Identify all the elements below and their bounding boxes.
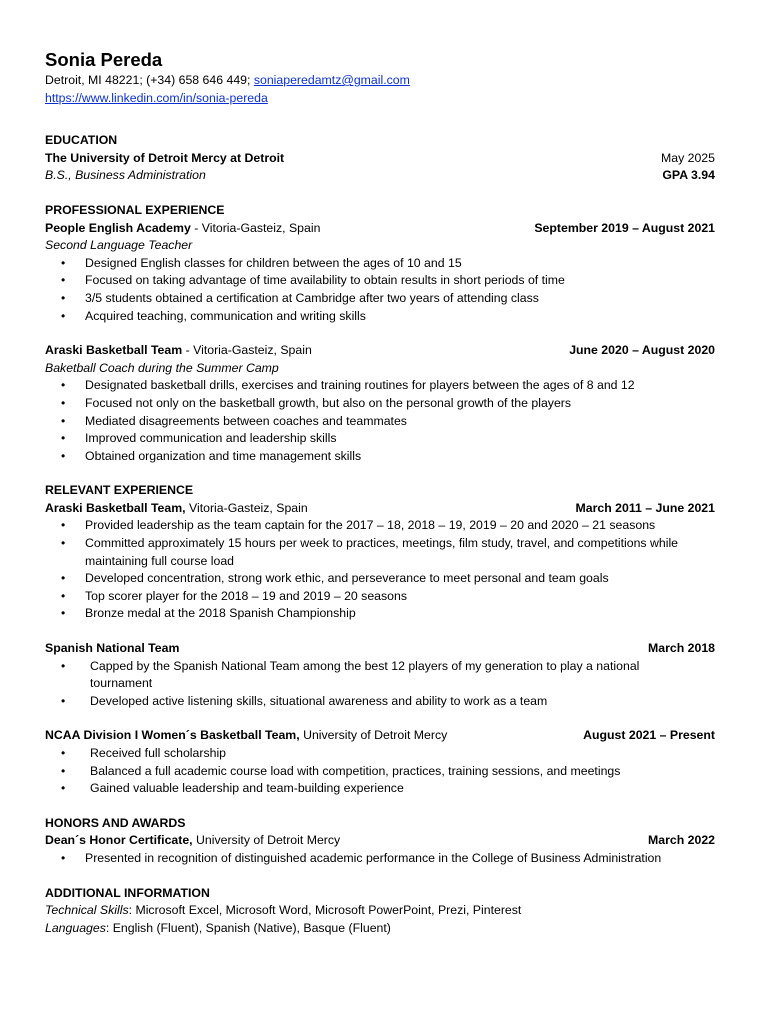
org-name: NCAA Division I Women´s Basketball Team,	[45, 728, 300, 743]
experience-entry	[45, 640, 715, 710]
list-item: • Obtained organization and time management skills	[45, 448, 715, 466]
award-institution: University of Detroit Mercy	[192, 833, 341, 848]
bullet-icon: •	[61, 518, 66, 533]
bullet-list	[45, 255, 715, 325]
org-location: University of Detroit Mercy	[299, 728, 448, 743]
entry-header	[45, 342, 715, 360]
bullet-icon: •	[61, 763, 66, 778]
bullet-icon: •	[61, 588, 66, 603]
bullet-icon: •	[61, 308, 66, 323]
award-name: Dean´s Honor Certificate,	[45, 833, 193, 848]
list-item: • Provided leadership as the team captain for the 2017 – 18, 2018 – 19, 2019 – 20 and 2020 – 21 seasons	[45, 517, 715, 535]
experience-entry	[45, 342, 715, 465]
bullet-icon: •	[61, 431, 66, 446]
technical-skills-value: : Microsoft Excel, Microsoft Word, Microsoft PowerPoint, Prezi, Pinterest	[128, 903, 522, 918]
entry-date: June 2020 – August 2020	[569, 343, 715, 358]
entry-header	[45, 727, 715, 745]
bullet-list	[45, 517, 715, 623]
org-location: Vitoria-Gasteiz, Spain	[193, 343, 312, 358]
school-name: The University of Detroit Mercy at Detroit	[45, 150, 285, 165]
entry-date: August 2021 – Present	[583, 728, 715, 743]
bullet-icon: •	[61, 378, 66, 393]
entry-header	[45, 220, 715, 238]
bullet-icon: •	[61, 658, 66, 673]
list-item: • Bronze medal at the 2018 Spanish Championship	[45, 605, 715, 623]
languages-label: Languages	[45, 920, 106, 935]
org-name: People English Academy	[45, 220, 191, 235]
role-title: Second Language Teacher	[45, 238, 193, 253]
list-item: • Top scorer player for the 2018 – 19 and 2019 – 20 seasons	[45, 588, 715, 606]
list-item: • Focused on taking advantage of time availability to obtain results in short periods of time	[45, 272, 715, 290]
bullet-icon: •	[61, 290, 66, 305]
education-section	[45, 132, 715, 185]
separator: -	[190, 220, 202, 235]
additional-info-section	[45, 885, 715, 938]
bullet-icon: •	[61, 448, 66, 463]
separator: -	[182, 343, 194, 358]
gpa: GPA 3.94	[662, 168, 715, 183]
org-name: Araski Basketball Team	[45, 343, 183, 358]
list-item: • Gained valuable leadership and team-building experience	[45, 780, 715, 798]
bullet-icon: •	[61, 395, 66, 410]
section-title: RELEVANT EXPERIENCE	[45, 483, 194, 498]
section-title: HONORS AND AWARDS	[45, 815, 186, 830]
bullet-icon: •	[61, 413, 66, 428]
experience-entry	[45, 727, 715, 797]
list-item: • Committed approximately 15 hours per week to practices, meetings, film study, travel, and competitions while maintaining full course load	[61, 536, 679, 568]
education-school-row	[45, 150, 715, 168]
bullet-icon: •	[61, 273, 66, 288]
bullet-list	[45, 850, 715, 868]
org-location: Vitoria-Gasteiz, Spain	[185, 500, 308, 515]
contact-details: Detroit, MI 48221; (+34) 658 646 449;	[45, 73, 254, 87]
bullet-list	[45, 745, 715, 798]
professional-experience-section	[45, 202, 715, 465]
bullet-icon: •	[61, 781, 66, 796]
technical-skills	[45, 902, 715, 920]
languages-value: : English (Fluent), Spanish (Native), Basque (Fluent)	[105, 920, 391, 935]
languages	[45, 920, 715, 938]
entry-date: March 2022	[648, 833, 715, 848]
honors-section	[45, 815, 715, 868]
entry-header	[45, 500, 715, 518]
bullet-icon: •	[61, 571, 66, 586]
org-name: Spanish National Team	[45, 641, 180, 656]
technical-skills-label: Technical Skills	[45, 903, 129, 918]
resume-content	[45, 48, 715, 937]
list-item: • Improved communication and leadership skills	[45, 430, 715, 448]
bullet-icon: •	[61, 606, 66, 621]
list-item: • Designated basketball drills, exercises and training routines for players between the ages of 8 and 12	[45, 377, 715, 395]
list-item: • Developed active listening skills, situational awareness and ability to work as a team	[45, 693, 715, 711]
section-title: EDUCATION	[45, 133, 118, 148]
org-location: Vitoria-Gasteiz, Spain	[201, 220, 321, 235]
section-title: PROFESSIONAL EXPERIENCE	[45, 202, 225, 217]
list-item: • Mediated disagreements between coaches and teammates	[45, 413, 715, 431]
list-item: • 3/5 students obtained a certification at Cambridge after two years of attending class	[45, 290, 715, 308]
bullet-icon: •	[61, 536, 66, 551]
email-link[interactable]: soniaperedamtz@gmail.com	[253, 73, 410, 87]
relevant-experience-section	[45, 482, 715, 798]
list-item: • Acquired teaching, communication and writing skills	[45, 308, 715, 326]
bullet-icon: •	[61, 746, 66, 760]
entry-date: March 2011 – June 2021	[575, 500, 715, 515]
list-item: • Presented in recognition of distinguished academic performance in the College of Business Administration	[45, 850, 715, 868]
bullet-icon: •	[61, 255, 66, 270]
list-item: • Focused not only on the basketball growth, but also on the personal growth of the players	[45, 395, 715, 413]
experience-entry	[45, 220, 715, 326]
list-item: • Capped by the Spanish National Team among the best 12 players of my generation to play a national tournament	[61, 658, 640, 691]
linkedin-line	[45, 90, 715, 108]
education-degree-row	[45, 167, 715, 185]
list-item: • Designed English classes for children between the ages of 10 and 15	[45, 255, 715, 273]
list-item: • Received full scholarship	[45, 745, 715, 763]
entry-header	[45, 832, 715, 850]
bullet-list	[45, 658, 715, 711]
contact-line	[45, 72, 715, 90]
degree: B.S., Business Administration	[45, 168, 206, 183]
list-item: • Developed concentration, strong work ethic, and perseverance to meet personal and team goals	[45, 570, 715, 588]
bullet-list	[45, 377, 715, 465]
linkedin-link[interactable]: https://www.linkedin.com/in/sonia-pereda	[45, 90, 268, 105]
list-item: • Balanced a full academic course load with competition, practices, training sessions, and meetings	[45, 763, 715, 781]
graduation-date: May 2025	[660, 150, 715, 165]
section-title: ADDITIONAL INFORMATION	[45, 885, 210, 900]
bullet-icon: •	[61, 693, 66, 708]
entry-header	[45, 640, 715, 658]
role-title: Baketball Coach during the Summer Camp	[45, 360, 279, 375]
entry-date: September 2019 – August 2021	[534, 220, 715, 235]
experience-entry	[45, 500, 715, 623]
candidate-name: Sonia Pereda	[45, 49, 163, 70]
org-name: Araski Basketball Team,	[45, 500, 186, 515]
entry-date: March 2018	[648, 641, 715, 656]
bullet-icon: •	[61, 850, 66, 865]
